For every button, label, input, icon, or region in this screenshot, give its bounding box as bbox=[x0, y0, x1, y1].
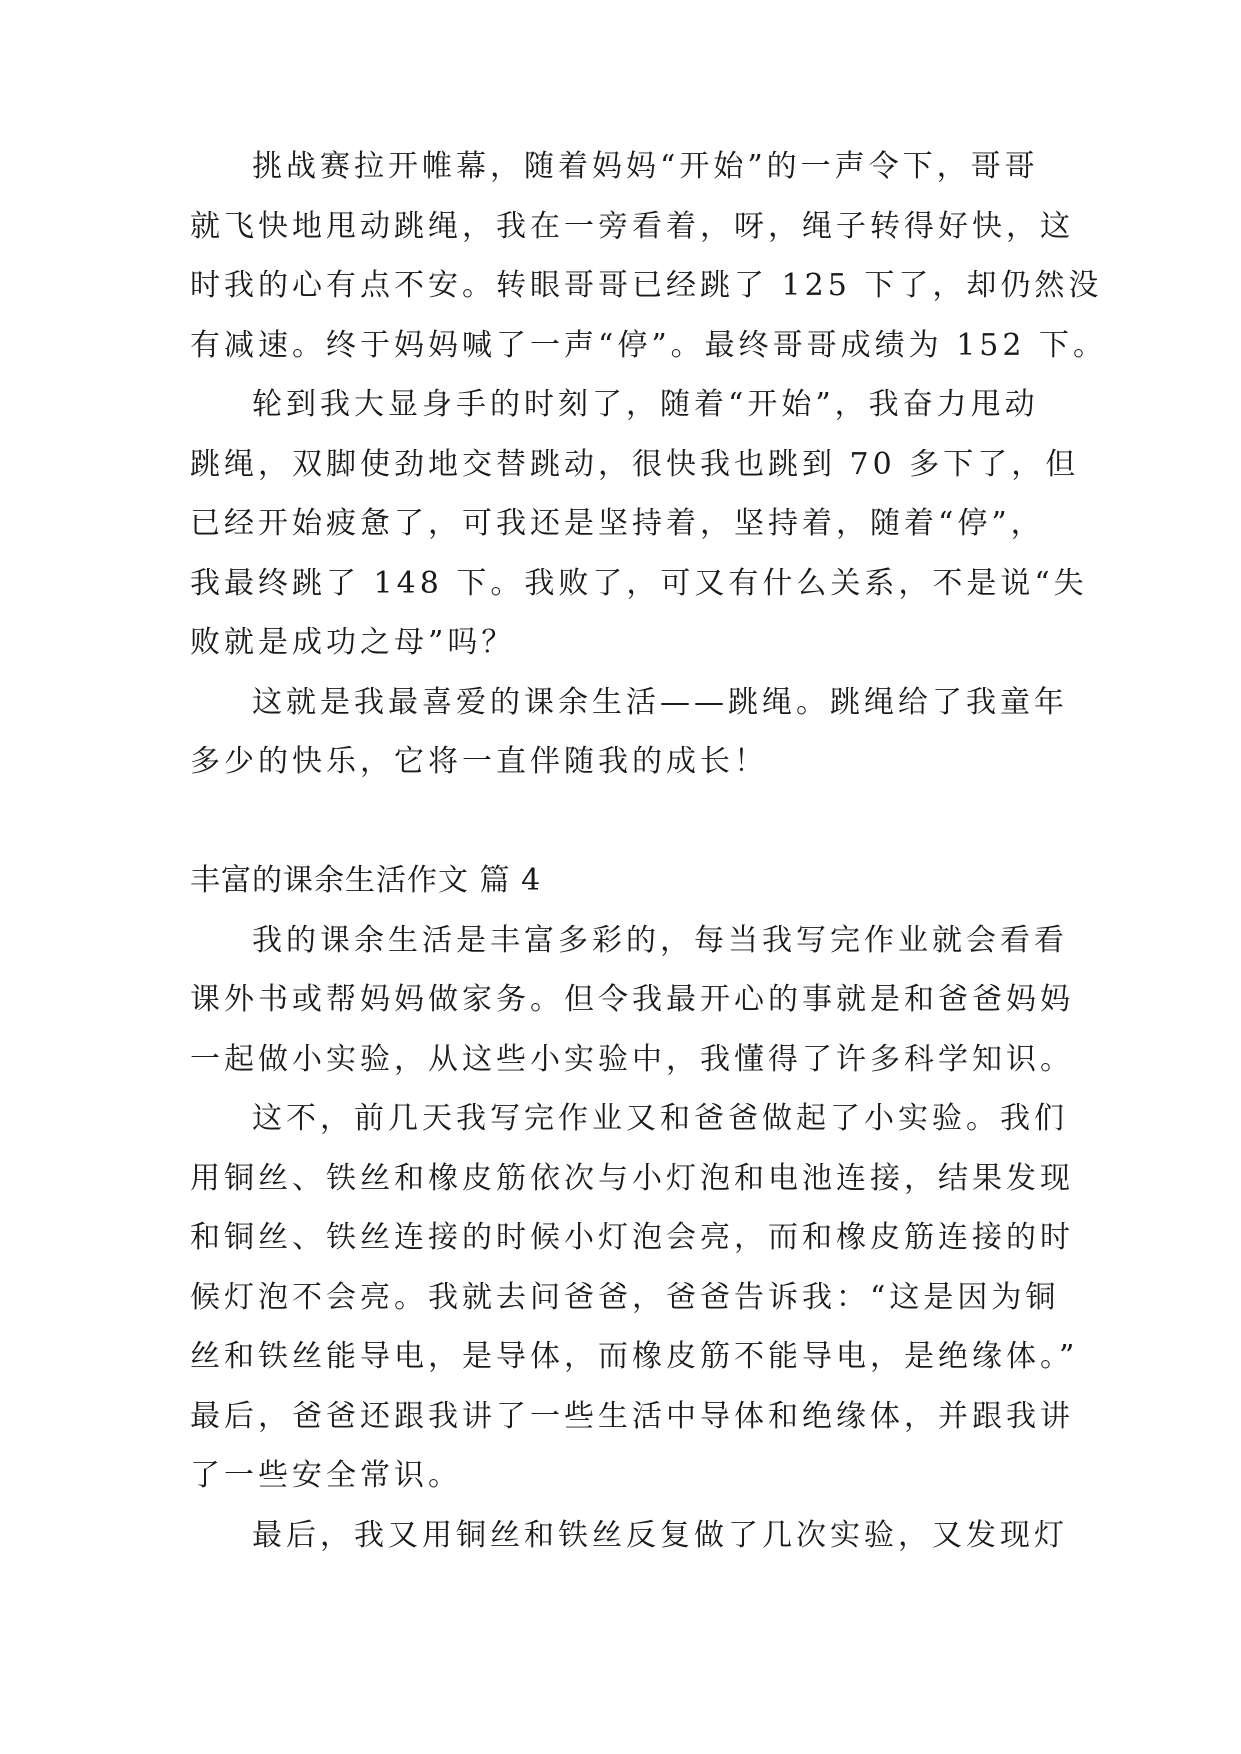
paragraph-2-line-4: 我最终跳了 148 下。我败了，可又有什么关系，不是说“失 bbox=[190, 566, 1088, 601]
paragraph-2-line-2: 跳绳，双脚使劲地交替跳动，很快我也跳到 70 多下了，但 bbox=[190, 447, 1080, 482]
paragraph-1-line-3: 时我的心有点不安。转眼哥哥已经跳了 125 下了，却仍然没 bbox=[190, 268, 1103, 303]
section-paragraph-1-line-2: 课外书或帮妈妈做家务。但令我最开心的事就是和爸爸妈妈 bbox=[190, 982, 1074, 1017]
section-paragraph-2-line-5: 丝和铁丝能导电，是导体，而橡皮筋不能导电，是绝缘体。” bbox=[190, 1339, 1079, 1374]
section-paragraph-2-line-1: 这不，前几天我写完作业又和爸爸做起了小实验。我们 bbox=[252, 1101, 1068, 1136]
paragraph-3-line-1: 这就是我最喜爱的课余生活——跳绳。跳绳给了我童年 bbox=[252, 685, 1068, 720]
section-paragraph-1-line-3: 一起做小实验，从这些小实验中，我懂得了许多科学知识。 bbox=[190, 1042, 1074, 1077]
section-paragraph-2-line-6: 最后，爸爸还跟我讲了一些生活中导体和绝缘体，并跟我讲 bbox=[190, 1399, 1074, 1434]
section-paragraph-2-line-3: 和铜丝、铁丝连接的时候小灯泡会亮，而和橡皮筋连接的时 bbox=[190, 1220, 1074, 1255]
section-paragraph-2-line-4: 候灯泡不会亮。我就去问爸爸，爸爸告诉我：“这是因为铜 bbox=[190, 1280, 1060, 1315]
paragraph-1-line-1: 挑战赛拉开帷幕，随着妈妈“开始”的一声令下，哥哥 bbox=[252, 149, 1039, 184]
paragraph-2-line-3: 已经开始疲惫了，可我还是坚持着，坚持着，随着“停”， bbox=[190, 506, 1045, 541]
section-heading: 丰富的课余生活作文 篇 4 bbox=[190, 863, 542, 898]
paragraph-1-line-4: 有减速。终于妈妈喊了一声“停”。最终哥哥成绩为 152 下。 bbox=[190, 328, 1108, 363]
paragraph-2-line-1: 轮到我大显身手的时刻了，随着“开始”，我奋力甩动 bbox=[252, 387, 1039, 422]
paragraph-2-line-5: 败就是成功之母”吗？ bbox=[190, 625, 516, 660]
section-paragraph-2-line-2: 用铜丝、铁丝和橡皮筋依次与小灯泡和电池连接，结果发现 bbox=[190, 1161, 1074, 1196]
paragraph-1-line-2: 就飞快地甩动跳绳，我在一旁看着，呀，绳子转得好快，这 bbox=[190, 209, 1074, 244]
paragraph-3-line-2: 多少的快乐，它将一直伴随我的成长！ bbox=[190, 744, 768, 779]
section-paragraph-2-line-7: 了一些安全常识。 bbox=[190, 1458, 462, 1493]
section-paragraph-1-line-1: 我的课余生活是丰富多彩的，每当我写完作业就会看看 bbox=[252, 923, 1068, 958]
section-paragraph-3-line-1: 最后，我又用铜丝和铁丝反复做了几次实验，又发现灯 bbox=[252, 1518, 1068, 1553]
